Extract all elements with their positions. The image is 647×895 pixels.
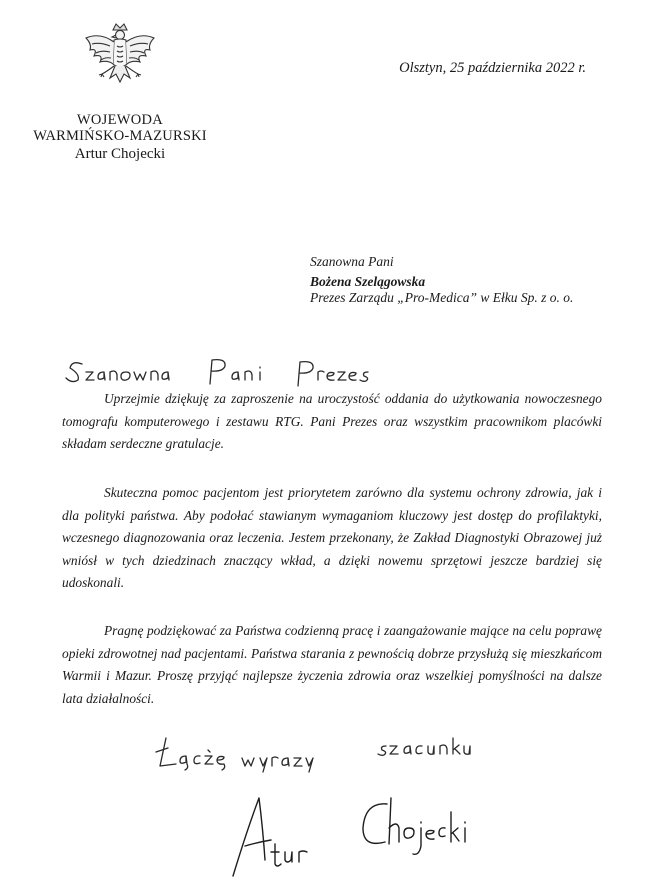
handwritten-salutation xyxy=(60,352,380,392)
recipient-salutation: Szanowna Pani xyxy=(310,254,394,269)
handwritten-signature xyxy=(225,790,485,880)
office-title-line2: WARMIŃSKO-MAZURSKI xyxy=(33,128,207,144)
recipient-title: Prezes Zarządu „Pro-Medica” w Ełku Sp. z o. o. xyxy=(310,290,574,305)
office-title-line1: WOJEWODA xyxy=(76,112,164,128)
recipient-name: Bożena Szelągowska xyxy=(310,274,426,289)
letter-paragraph-2: Skuteczna pomoc pacjentom jest priorytetem zarówno dla systemu ochrony zdrowia, jak i dla polityki państwa. Aby podołać stawianym wymaganiom kluczowy jest dostęp do profilaktyki, wczesnego diagnozowania oraz leczenia. Jestem przekonany, że Zakład Diagnostyki Obrazowej już wniósł w tych dziedzinach znaczący wkład, a dzięki nowemu sprzętowi jeszcze bardziej się udoskonali. xyxy=(62,485,602,590)
handwritten-closing xyxy=(150,730,510,780)
eagle-emblem-icon xyxy=(80,20,160,100)
letter-paragraph-1: Uprzejmie dziękuję za zaproszenie na uroczystość oddania do użytkowania nowoczesnego tomografu komputerowego i zestawu RTG. Pani Prezes oraz wszystkim pracownikom placówki składam serdeczne gratulacje. xyxy=(62,391,602,451)
letter-paragraph-3: Pragnę podziękować za Państwa codzienną pracę i zaangażowanie mające na celu poprawę opieki zdrowotnej nad pacjentami. Państwa starania z pewnością dobrze przysłużą się mieszkańcom Warmii i Mazur. Proszę przyjąć najlepsze życzenia zdrowia oraz wszelkiej pomyślności na dalsze lata działalności. xyxy=(62,623,602,706)
place-and-date: Olsztyn, 25 października 2022 r. xyxy=(399,60,586,76)
sender-name: Artur Chojecki xyxy=(74,146,166,162)
